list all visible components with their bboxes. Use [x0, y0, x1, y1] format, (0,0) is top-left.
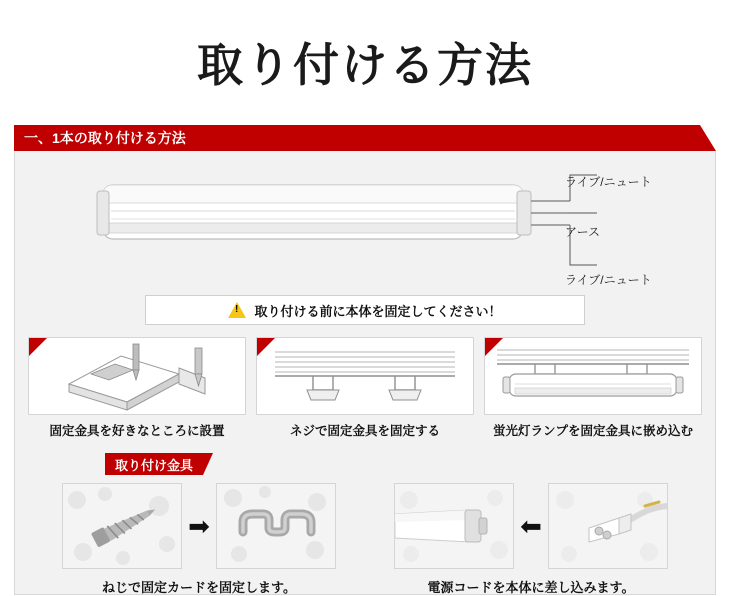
step-card: [256, 337, 474, 439]
wire-labels: [565, 161, 695, 289]
photo-bracket-clip: [216, 483, 336, 569]
photo-tube-end: [394, 483, 514, 569]
step-card: [484, 337, 702, 439]
step-card: [28, 337, 246, 439]
arrow-right-icon: ➡: [188, 511, 210, 542]
corner-marker-icon: [485, 338, 503, 356]
step-caption: 固定金具を好きなところに設置: [49, 424, 225, 439]
warning-triangle-icon: [228, 302, 246, 318]
bracket-caption-left: ねじで固定カードを固定します。: [102, 580, 296, 596]
photo-screw: [62, 483, 182, 569]
screw-fixing-illustration: [257, 338, 473, 414]
bracket-photo-group-right: [372, 483, 690, 596]
step-image-3: [484, 337, 702, 415]
bracket-subheading: 取り付け金具: [105, 453, 203, 475]
label-earth: アース: [565, 225, 601, 240]
bracket-subheading-wrap: [25, 453, 705, 475]
label-live-top: ライブ/ニュート: [565, 175, 652, 190]
bracket-placement-illustration: [29, 338, 245, 414]
photo-power-cord: [548, 483, 668, 569]
section-heading-bar: [14, 125, 716, 151]
bracket-clip-photo-illustration: [217, 484, 335, 568]
screw-photo-illustration: [63, 484, 181, 568]
arrow-left-icon: ⬅: [520, 511, 542, 542]
label-live-bottom: ライブ/ニュート: [565, 273, 652, 288]
bracket-photo-section: [25, 483, 705, 596]
bracket-photo-group-left: [40, 483, 358, 596]
page-title: 取り付ける方法: [197, 38, 533, 91]
main-panel: [14, 151, 716, 595]
warning-text: 取り付ける前に本体を固定してください！: [254, 303, 502, 319]
tube-end-photo-illustration: [395, 484, 513, 568]
photo-row: [372, 483, 690, 569]
install-steps: [25, 337, 705, 439]
corner-marker-icon: [257, 338, 275, 356]
bracket-caption-right: 電源コードを本体に差し込みます。: [427, 580, 635, 596]
tube-diagram-area: [25, 161, 705, 289]
page-root: [0, 31, 730, 596]
tube-snap-in-illustration: [485, 338, 701, 414]
step-caption: 蛍光灯ランプを固定金具に嵌め込む: [492, 424, 693, 439]
step-image-1: [28, 337, 246, 415]
section-heading-label: 一、1本の取り付ける方法: [24, 130, 186, 147]
corner-marker-icon: [29, 338, 47, 356]
photo-row: [40, 483, 358, 569]
step-image-2: [256, 337, 474, 415]
warning-banner: [145, 295, 585, 325]
power-cord-photo-illustration: [549, 484, 667, 568]
step-caption: ネジで固定金具を固定する: [289, 424, 440, 439]
